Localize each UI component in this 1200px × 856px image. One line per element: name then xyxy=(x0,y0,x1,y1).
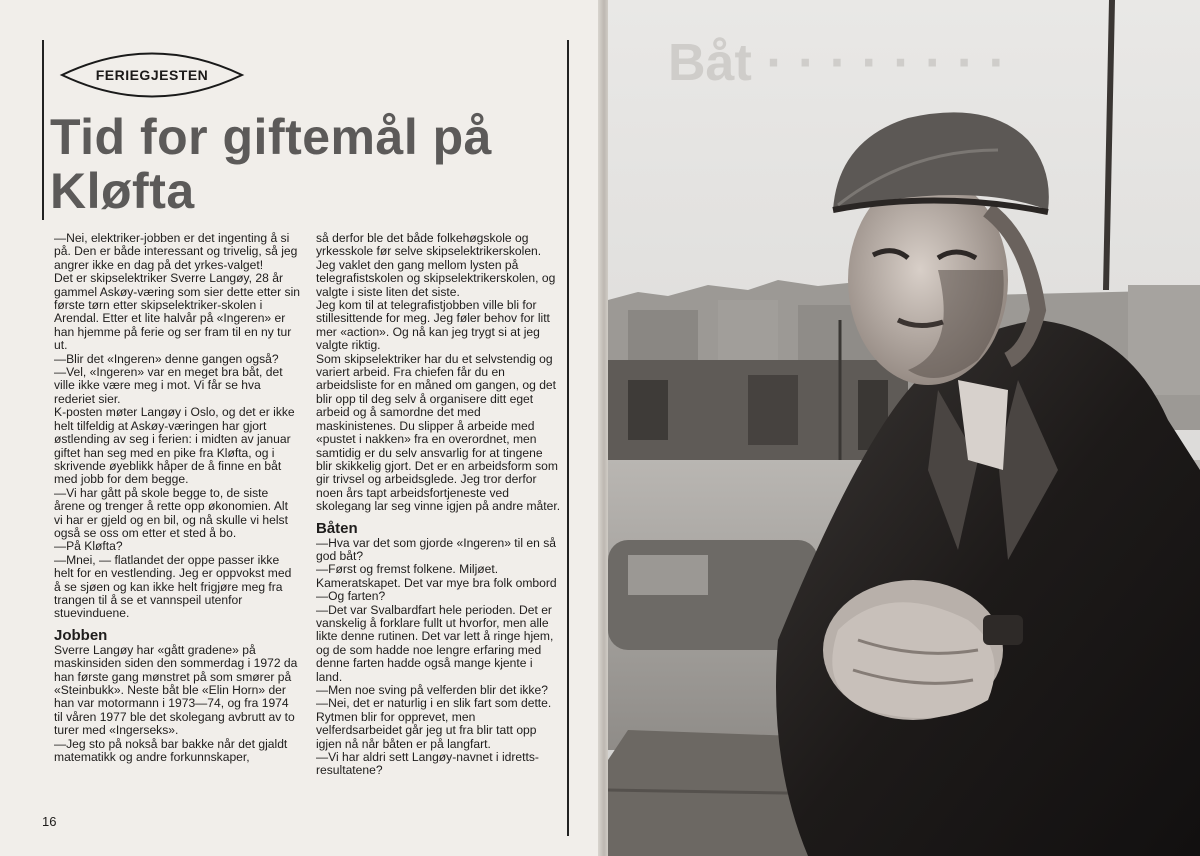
section-badge xyxy=(58,42,246,108)
paragraph: —Blir det «Ingeren» denne gangen også? xyxy=(54,351,279,366)
subhead-baten: Båten xyxy=(316,519,358,537)
paragraph: —Nei, det er naturlig i en slik fart som dette. Rytmen blir for opprevet, men velferdsarbeidet går jeg ut fra blir tatt opp igjen nå når båten er på langfart. xyxy=(316,696,552,751)
paragraph: —Men noe sving på velferden blir det ikke? xyxy=(316,683,548,697)
paragraph: —Og farten? xyxy=(316,589,386,604)
photo-image xyxy=(608,0,1200,856)
paragraph: —Det var Svalbardfart hele perioden. Det er vanskelig å forklare fullt ut hvorfor, men alle likte denne rutinen. Det var lett å ringe hjem, og de som hadde noe lengre erfaring med denne farten hadde også mange kjente i land. xyxy=(316,602,554,684)
paragraph: —Hva var det som gjorde «Ingeren» til en så god båt? xyxy=(316,535,556,563)
column-rule-left xyxy=(42,40,44,220)
paragraph: K-posten møter Langøy i Oslo, og det er ikke helt tilfeldig at Askøy-væringen har gjort østlending av seg i ferien: i midten av januar giftet han seg med en pike fra Kløfta, og i skrivende øyeblikk håper de å finne en båt med jobb for dem begge. xyxy=(54,405,295,487)
paragraph: så derfor ble det både folkehøgskole og yrkesskole før selve skipselektrikerskolen. Jeg vaklet den gang mellom lysten på telegrafistskolen og skipselektrikerskolen, og valgte i siste liten det siste. xyxy=(316,231,556,299)
section-badge-label: FERIEGJESTEN xyxy=(95,67,209,83)
article-column-1 xyxy=(54,232,300,764)
paragraph: Som skipselektriker har du et selvstendig og variert arbeid. Fra chiefen får du en arbeidsliste for en måned om gangen, og det blir opp til deg selv å organisere ditt eget arbeid og å samordne det med maskinistenes. Du slipper å arbeide med «pustet i nakken» fra en overordnet, men samtidig er du selv ansvarlig for at tingene blir skikkelig gjort. Det er en arbeidsform som gir trivsel og arbeidsglede. Jeg tror derfor noen års tapt arbeidsfortjeneste ved skolegang lar seg vinne igjen på andre måter. xyxy=(316,351,561,514)
paragraph: —Jeg sto på nokså bar bakke når det gjaldt matematikk og andre forkunnskaper, xyxy=(54,736,288,765)
subhead-jobben: Jobben xyxy=(54,626,108,644)
page-number: 16 xyxy=(42,814,57,829)
paragraph: —På Kløfta? xyxy=(54,539,123,554)
portrait-photo xyxy=(608,0,1200,856)
column-rule-right xyxy=(567,40,569,836)
article-column-2 xyxy=(316,232,562,778)
paragraph: Sverre Langøy har «gått gradene» på maskinsiden siden den sommerdag i 1972 da han første gang mønstret på som smører på «Steinbukk». Neste båt ble «Elin Horn» der han var motormann i 1973—74, og fra 1974 til våren 1977 ble det skolegang avbrutt av to turer med «Ingerseks». xyxy=(54,642,298,738)
headline: Tid for giftemål på Kløfta xyxy=(50,109,492,219)
paragraph: —Vi har aldri sett Langøy-navnet i idretts-resultatene? xyxy=(316,750,539,778)
paragraph: —Først og fremst folkene. Miljøet. Kameratskapet. Det var mye bra folk ombord xyxy=(316,562,557,590)
paragraph: —Mnei, — flatlandet der oppe passer ikke helt for en vestlending. Jeg er oppvokst med å se sjøen og kan ikke helt frigjøre meg fra trangen til å se et vannspeil utenfor stuevinduene. xyxy=(54,552,292,621)
paragraph: —Vi har gått på skole begge to, de siste årene og trenger å rette opp økonomien. Alt vi har er gjeld og en bil, og nå skulle vi helst også se oss om etter et sted å bo. xyxy=(54,485,288,540)
paragraph: Jeg kom til at telegrafistjobben ville bli for stillesittende for meg. Jeg føler behov for litt mer «action». Og nå kan jeg trygt si at jeg valgte riktig. xyxy=(316,298,550,353)
paragraph: Det er skipselektriker Sverre Langøy, 28 år gammel Askøy-væring som sier dette etter sin første tørn etter skipselektriker-skolen i Arendal. Etter et lite halvår på «Ingeren» er han hjemme på ferie og ser fram til en ny tur ut. xyxy=(54,271,300,353)
paragraph: —Vel, «Ingeren» var en meget bra båt, det ville ikke være meg i mot. Vi får se hva rederiet sier. xyxy=(54,365,283,406)
svg-text:Båt · · · · · · · ·: Båt · · · · · · · · xyxy=(668,34,1006,92)
paragraph: —Nei, elektriker-jobben er det ingenting å si på. Den er både interessant og trivelig, så jeg angrer ikke en dag på det yrkes-valget! xyxy=(54,231,298,272)
